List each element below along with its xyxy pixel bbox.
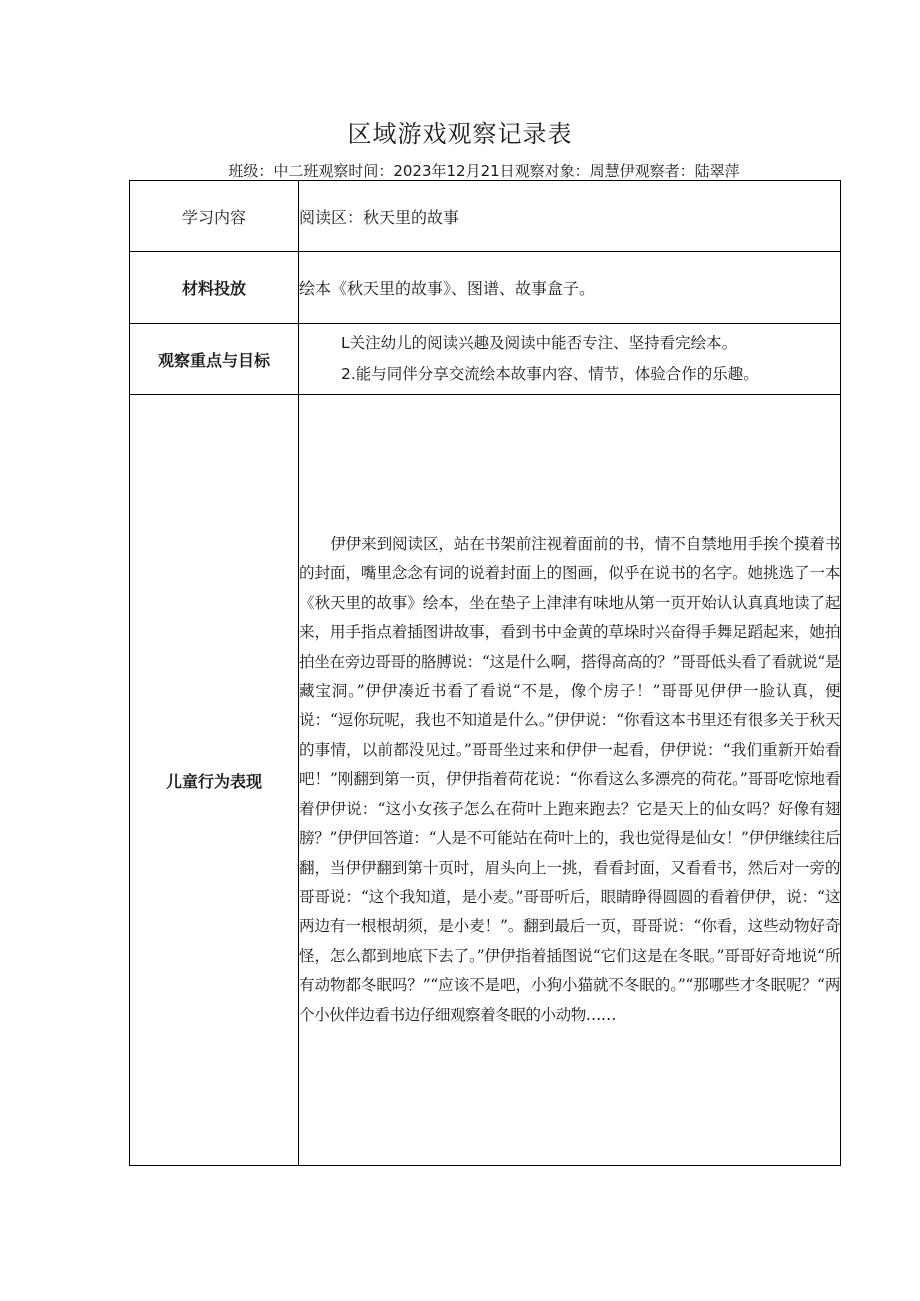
materials-label: 材料投放 <box>130 252 299 324</box>
goal-item-2: 2.能与同伴分享交流绘本故事内容、情节，体验合作的乐趣。 <box>341 365 759 383</box>
goals-cell <box>299 324 841 395</box>
page-title: 区域游戏观察记录表 <box>347 120 573 148</box>
behavior-cell <box>299 395 841 1166</box>
behavior-label: 儿童行为表现 <box>130 395 299 1166</box>
learning-content-label: 学习内容 <box>130 181 299 252</box>
goals-label: 观察重点与目标 <box>130 324 299 395</box>
observation-record-table <box>129 180 841 1166</box>
behavior-narrative: 伊伊来到阅读区，站在书架前注视着面前的书，情不自禁地用手挨个摸着书的封面，嘴里念念有词的说着封面上的图画，似乎在说书的名字。她挑选了一本《秋天里的故事》绘本，坐在垫子上津津有味地从第一页开始认认真真地读了起来，用手指点着插图讲故事，看到书中金黄的草垛时兴奋得手舞足蹈起来，她拍拍坐在旁边哥哥的胳膊说：“这是什么啊，搭得高高的？”哥哥低头看了看就说“是藏宝洞。”伊伊凑近书看了看说“不是，像个房子！”哥哥见伊伊一脸认真，便说：“逗你玩呢，我也不知道是什么。”伊伊说：“你看这本书里还有很多关于秋天的事情，以前都没见过。”哥哥坐过来和伊伊一起看，伊伊说：“我们重新开始看吧！”刚翻到第一页，伊伊指着荷花说：“你看这么多漂亮的荷花。”哥哥吃惊地看着伊伊说：“这小女孩子怎么在荷叶上跑来跑去？它是天上的仙女吗？好像有翅膀？”伊伊回答道：“人是不可能站在荷叶上的，我也觉得是仙女！”伊伊继续往后翻，当伊伊翻到第十页时，眉头向上一挑，看看封面，又看看书，然后对一旁的哥哥说：“这个我知道，是小麦。”哥哥听后，眼睛睁得圆圆的看着伊伊，说：“这两边有一根根胡须，是小麦！”。翻到最后一页，哥哥说：“你看，这些动物好奇怪，怎么都到地底下去了。”伊伊指着插图说“它们这是在冬眠。”哥哥好奇地说“所有动物都冬眠吗？”“应该不是吧，小狗小猫就不冬眠的。”“那哪些才冬眠呢？“两个小伙伴边看书边仔细观察着冬眠的小动物…… <box>299 535 840 1024</box>
learning-content-value: 阅读区：秋天里的故事 <box>299 181 841 252</box>
table-row-learning <box>130 181 841 252</box>
observation-meta-line: 班级：中二班观察时间：2023年12月21日观察对象：周慧伊观察者：陆翠萍 <box>228 162 740 180</box>
table-row-behavior <box>130 395 841 1166</box>
table-row-materials <box>130 252 841 324</box>
goal-item-1: L关注幼儿的阅读兴趣及阅读中能否专注、坚持看完绘本。 <box>341 334 738 352</box>
table-row-goals <box>130 324 841 395</box>
materials-value: 绘本《秋天里的故事》、图谱、故事盒子。 <box>299 252 841 324</box>
